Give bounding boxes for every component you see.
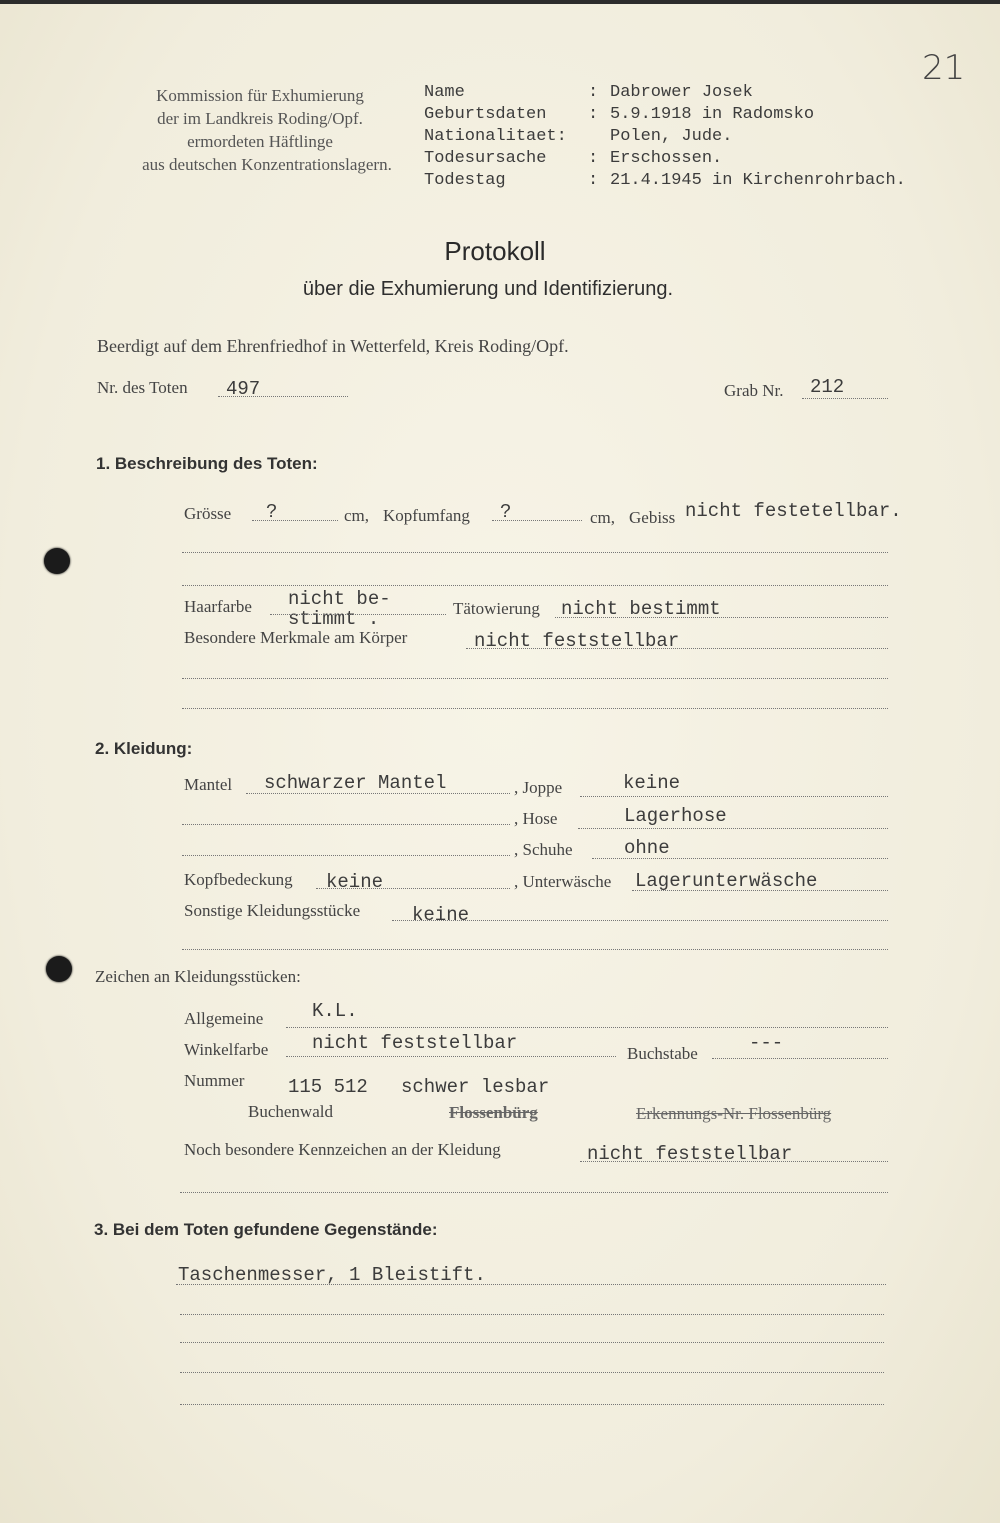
header-value-date: 21.4.1945 in Kirchenrohrbach. (610, 171, 906, 190)
header-colon: : (588, 105, 599, 124)
unterwaesche-label: , Unterwäsche (514, 872, 612, 891)
dotted-line (180, 1372, 884, 1373)
punch-hole (44, 548, 70, 574)
section-3-heading: 3. Bei dem Toten gefundene Gegenstände: (94, 1220, 438, 1239)
header-value-name: Dabrower Josek (610, 83, 753, 102)
section-2-heading: 2. Kleidung: (95, 739, 193, 758)
nr-toten-label: Nr. des Toten (97, 378, 188, 397)
haarfarbe-value (288, 589, 391, 629)
sonstige-label: Sonstige Kleidungsstücke (184, 901, 361, 920)
commission-line: ermordeten Häftlinge (187, 132, 333, 151)
taetowierung-value: nicht bestimmt (561, 598, 721, 620)
noch-label: Noch besondere Kennzeichen an der Kleidung (184, 1140, 501, 1159)
header-colon: : (588, 83, 599, 102)
header-labels (424, 82, 567, 192)
winkelfarbe-label: Winkelfarbe (184, 1040, 269, 1059)
dotted-line (180, 1342, 884, 1343)
commission-line: Kommission für Exhumierung (156, 86, 364, 105)
header-colons (588, 82, 598, 192)
dotted-line (182, 855, 510, 856)
dotted-line (580, 1161, 888, 1162)
sonstige-value: keine (412, 904, 470, 926)
groesse-value: ? (266, 501, 278, 523)
page-number: 21 (922, 48, 966, 88)
allgemeine-label: Allgemeine (184, 1009, 264, 1028)
header-value-cause: Erschossen. (610, 149, 723, 168)
flossenbuerg-struck: Flossenbürg (449, 1103, 538, 1122)
nummer-label: Nummer (184, 1071, 245, 1090)
joppe-label: , Joppe (514, 778, 563, 797)
dotted-line (286, 1056, 616, 1057)
nummer-value: 115 512 (288, 1076, 368, 1098)
unterwaesche-value: Lagerunterwäsche (635, 870, 818, 892)
mantel-value: schwarzer Mantel (264, 772, 447, 794)
dotted-line (712, 1058, 888, 1059)
dotted-line (176, 1284, 886, 1285)
dotted-line (182, 708, 888, 709)
schuhe-label: , Schuhe (514, 840, 573, 859)
header-label-cause: Todesursache (424, 149, 547, 168)
dotted-line (466, 648, 888, 649)
header-label-nationality: Nationalitaet: (424, 127, 567, 146)
dotted-line (580, 796, 888, 797)
dotted-line (270, 614, 446, 615)
dotted-line (180, 1192, 888, 1193)
zeichen-heading: Zeichen an Kleidungsstücken: (95, 967, 301, 986)
dotted-line (392, 920, 888, 921)
nummer-note: schwer lesbar (401, 1076, 550, 1098)
schuhe-value: ohne (624, 837, 670, 859)
dotted-line (555, 617, 888, 618)
dotted-line (492, 520, 582, 521)
dotted-line (802, 398, 888, 399)
dotted-line (182, 552, 888, 553)
hose-value: Lagerhose (624, 805, 727, 827)
header-values (610, 82, 906, 192)
dotted-line (246, 793, 510, 794)
header-label-name: Name (424, 83, 465, 102)
dotted-line (182, 949, 888, 950)
dotted-line (218, 396, 348, 397)
haarfarbe-value-line: stimmt . (288, 608, 380, 630)
header-colon (588, 126, 598, 148)
commission-block (110, 84, 410, 176)
haarfarbe-label: Haarfarbe (184, 597, 252, 616)
cm-unit: cm, (590, 508, 616, 527)
header-value-birth: 5.9.1918 in Radomsko (610, 105, 815, 124)
winkelfarbe-value: nicht feststellbar (312, 1032, 518, 1054)
mantel-label: Mantel (184, 775, 233, 794)
kopfbedeckung-value: keine (326, 871, 384, 893)
gebiss-value: nicht festetellbar. (685, 500, 902, 522)
nr-toten-value: 497 (226, 378, 261, 400)
buchstabe-value: --- (749, 1032, 784, 1054)
taetowierung-label: Tätowierung (453, 599, 540, 618)
scan-edge (0, 0, 1000, 4)
gebiss-label: Gebiss (629, 508, 676, 527)
burial-place: Beerdigt auf dem Ehrenfriedhof in Wetterfeld, Kreis Roding/Opf. (97, 336, 569, 356)
page-subtitle: über die Exhumierung und Identifizierung. (302, 278, 674, 300)
header-label-date: Todestag (424, 171, 506, 190)
dotted-line (182, 824, 510, 825)
buchstabe-label: Buchstabe (627, 1044, 698, 1063)
dotted-line (316, 888, 510, 889)
dotted-line (252, 520, 338, 521)
header-label-birth: Geburtsdaten (424, 105, 547, 124)
header-colon: : (588, 149, 599, 168)
dotted-line (578, 828, 888, 829)
header-colon: : (588, 171, 599, 190)
dotted-line (182, 585, 888, 586)
commission-line: aus deutschen Konzentrationslagern. (142, 155, 392, 174)
joppe-value: keine (623, 772, 681, 794)
commission-line: der im Landkreis Roding/Opf. (157, 109, 363, 128)
noch-value: nicht feststellbar (587, 1143, 793, 1165)
groesse-label: Grösse (184, 504, 232, 523)
merkmale-value: nicht feststellbar (474, 630, 680, 652)
buchenwald-label: Buchenwald (248, 1102, 333, 1121)
dotted-line (592, 858, 888, 859)
dotted-line (286, 1027, 888, 1028)
kopfumfang-label: Kopfumfang (383, 506, 470, 525)
allgemeine-value: K.L. (312, 1000, 358, 1022)
merkmale-label: Besondere Merkmale am Körper (184, 628, 408, 647)
page-title: Protokoll (444, 236, 546, 266)
punch-hole (46, 956, 72, 982)
kopfbedeckung-label: Kopfbedeckung (184, 870, 293, 889)
dotted-line (180, 1314, 884, 1315)
dotted-line (180, 1404, 884, 1405)
kopfumfang-value: ? (500, 501, 512, 523)
header-value-nationality: Polen, Jude. (610, 127, 733, 146)
section-1-heading: 1. Beschreibung des Toten: (96, 454, 318, 473)
found-items: Taschenmesser, 1 Bleistift. (178, 1264, 486, 1286)
haarfarbe-value-line: nicht be- (288, 588, 391, 610)
erkennungs-struck: Erkennungs-Nr. Flossenbürg (636, 1104, 832, 1123)
grab-value: 212 (810, 376, 845, 398)
grab-label: Grab Nr. (724, 381, 784, 400)
dotted-line (632, 890, 888, 891)
cm-unit: cm, (344, 506, 370, 525)
hose-label: , Hose (514, 809, 558, 828)
dotted-line (182, 678, 888, 679)
